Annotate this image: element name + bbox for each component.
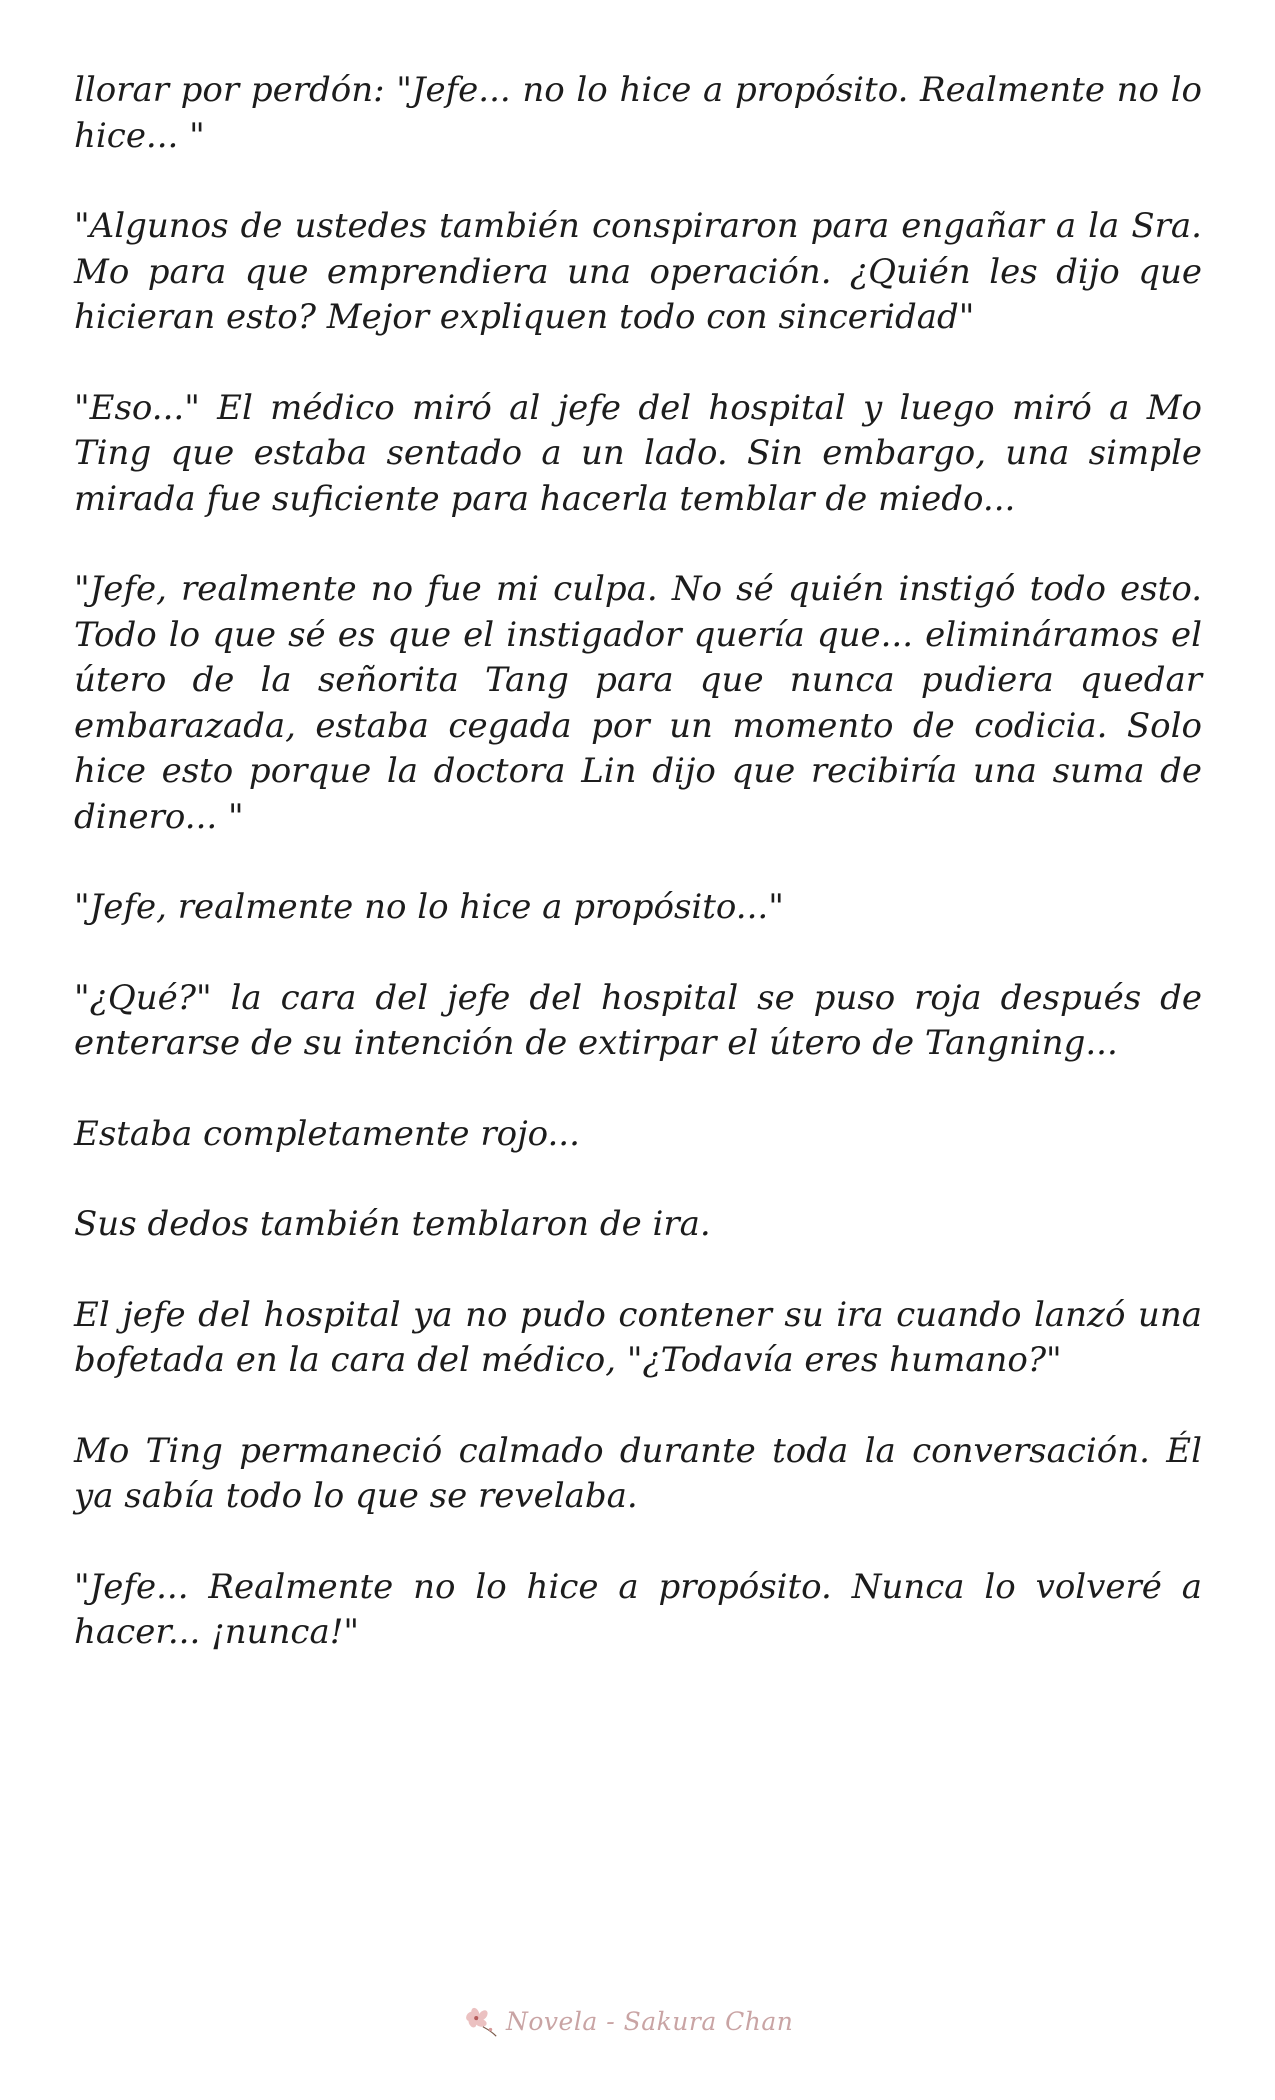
paragraph-9: El jefe del hospital ya no pudo contener su ira cuando lanzó una bofetada en la cara del médico, "¿Todavía eres humano?" [74,1294,1202,1380]
paragraph-2: "Algunos de ustedes también conspiraron para engañar a la Sra. Mo para que emprendiera una operación. ¿Quién les dijo que hicieran esto? Mejor expliquen todo con sinceridad" [74,206,1202,337]
paragraph-3: "Eso..." El médico miró al jefe del hospital y luego miró a Mo Ting que estaba sentado a un lado. Sin embargo, una simple mirada fue suficiente para hacerla temblar de miedo... [74,387,1202,519]
watermark [462,1996,793,2046]
paragraph-7: Estaba completamente rojo... [74,1113,580,1154]
paragraph-10: Mo Ting permaneció calmado durante toda la conversación. Él ya sabía todo lo que se revelaba. [74,1430,1202,1516]
paragraph-5: "Jefe, realmente no lo hice a propósito..." [74,887,784,927]
paragraph-4: "Jefe, realmente no fue mi culpa. No sé quién instigó todo esto. Todo lo que sé es que el instigador quería que... elimináramos el útero de la señorita Tang para que nunca pudiera quedar embarazada, estaba cegada por un momento de codicia. Solo hice esto porque la doctora Lin dijo que recibiría una suma de dinero... " [74,569,1202,837]
paragraph-6: "¿Qué?" la cara del jefe del hospital se puso roja después de enterarse de su intención de extirpar el útero de Tangning... [74,977,1202,1063]
sakura-flower-icon [462,2002,500,2040]
paragraph-1: llorar por perdón: "Jefe... no lo hice a propósito. Realmente no lo hice... " [74,70,1202,156]
paragraph-8: Sus dedos también temblaron de ira. [74,1204,711,1244]
watermark-text: Novela - Sakura Chan [506,2006,794,2036]
paragraph-11: "Jefe... Realmente no lo hice a propósito. Nunca lo volveré a hacer... ¡nunca!" [74,1566,1202,1652]
document-body [74,68,1202,1701]
